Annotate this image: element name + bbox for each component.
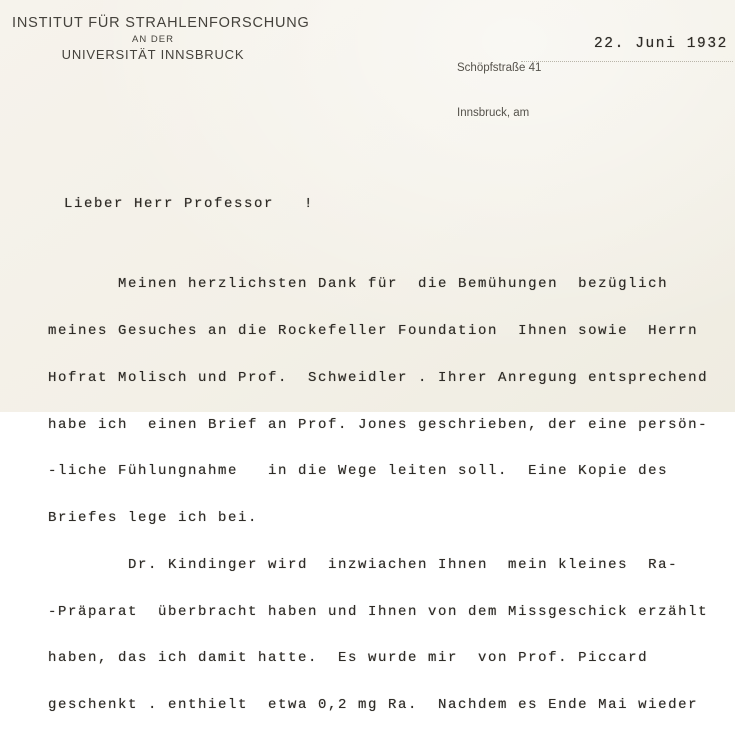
letter-date: 22. Juni 1932	[594, 36, 728, 52]
letterhead	[12, 15, 310, 62]
body-line: -Präparat überbracht haben und Ihnen von dem Missgeschick erzählt	[48, 603, 709, 620]
street-address: Schöpfstraße 41	[457, 62, 542, 74]
date-line-label: Innsbruck, am	[457, 107, 530, 119]
institute-name-connector: AN DER	[132, 34, 174, 45]
institute-name: INSTITUT FÜR STRAHLENFORSCHUNG	[12, 15, 310, 31]
date-fill-line	[521, 53, 733, 62]
university-name: UNIVERSITÄT INNSBRUCK	[61, 47, 245, 62]
body-line: meines Gesuches an die Rockefeller Foundation Ihnen sowie Herrn	[48, 322, 699, 339]
address-block	[457, 31, 541, 151]
body-line: Hofrat Molisch und Prof. Schweidler . Ihrer Anregung entsprechend	[48, 369, 709, 386]
body-line: haben, das ich damit hatte. Es wurde mir von Prof. Piccard	[48, 650, 649, 667]
body-line: -liche Fühlungnahme in die Wege leiten soll. Eine Kopie des	[48, 463, 669, 480]
body-line: Meinen herzlichsten Dank für die Bemühungen bezüglich	[48, 276, 669, 293]
body-line: Briefes lege ich bei.	[48, 510, 259, 527]
letter-body	[48, 246, 708, 745]
body-line: habe ich einen Brief an Prof. Jones geschrieben, der eine persön-	[48, 416, 709, 433]
body-line: geschenkt . enthielt etwa 0,2 mg Ra. Nachdem es Ende Mai wieder	[48, 697, 699, 714]
salutation: Lieber Herr Professor !	[64, 196, 315, 212]
body-line: Dr. Kindinger wird inzwiachen Ihnen mein kleines Ra-	[48, 556, 679, 573]
